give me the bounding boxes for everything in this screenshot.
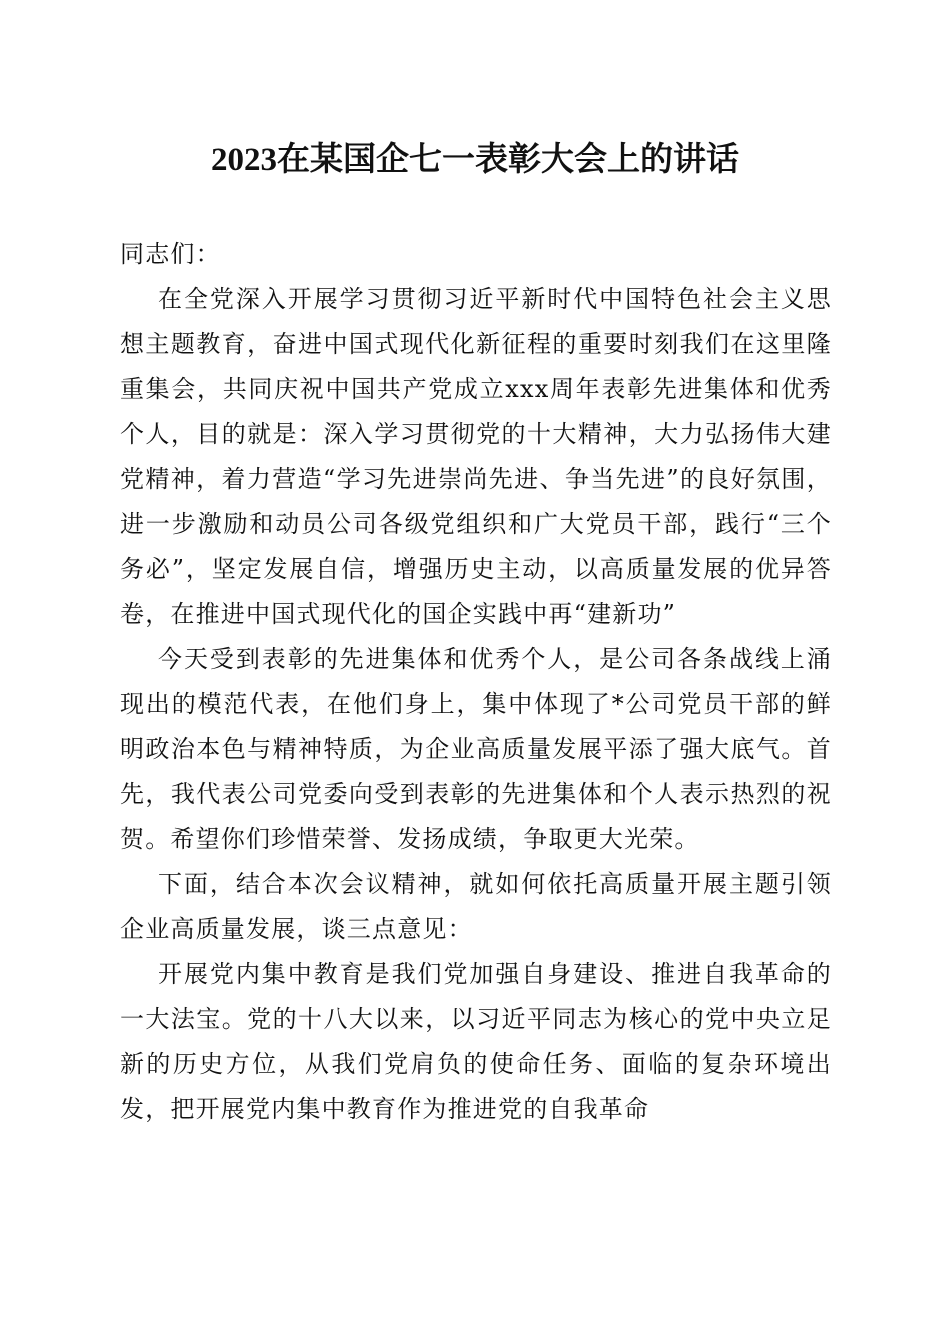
document-title: 2023在某国企七一表彰大会上的讲话 <box>211 142 739 178</box>
paragraph-3: 下面，结合本次会议精神，就如何依托高质量开展主题引领企业高质量发展，谈三点意见： <box>120 870 832 943</box>
salutation: 同志们： <box>120 240 221 268</box>
paragraph-1: 在全党深入开展学习贯彻习近平新时代中国特色社会主义思想主题教育，奋进中国式现代化新征程的重要时刻我们在这里隆重集会，共同庆祝中国共产党成立xxx周年表彰先进集体和优秀个人，目的就是：深入学习贯彻党的十大精神，大力弘扬伟大建党精神，着力营造“学习先进崇尚先进、争当先进”的良好氛围，进一步激励和动员公司各级党组织和广大党员干部，践行“三个务必”，坚定发展自信，增强历史主动，以高质量发展的优异答卷，在推进中国式现代化的国企实践中再“建新功” <box>120 285 832 628</box>
document-body <box>120 232 832 1132</box>
paragraph-2: 今天受到表彰的先进集体和优秀个人，是公司各条战线上涌现出的模范代表，在他们身上，集中体现了*公司党员干部的鲜明政治本色与精神特质，为企业高质量发展平添了强大底气。首先，我代表公司党委向受到表彰的先进集体和个人表示热烈的祝贺。希望你们珍惜荣誉、发扬成绩，争取更大光荣。 <box>120 645 832 853</box>
paragraph-4: 开展党内集中教育是我们党加强自身建设、推进自我革命的一大法宝。党的十八大以来，以习近平同志为核心的党中央立足新的历史方位，从我们党肩负的使命任务、面临的复杂环境出发，把开展党内集中教育作为推进党的自我革命 <box>120 960 832 1123</box>
